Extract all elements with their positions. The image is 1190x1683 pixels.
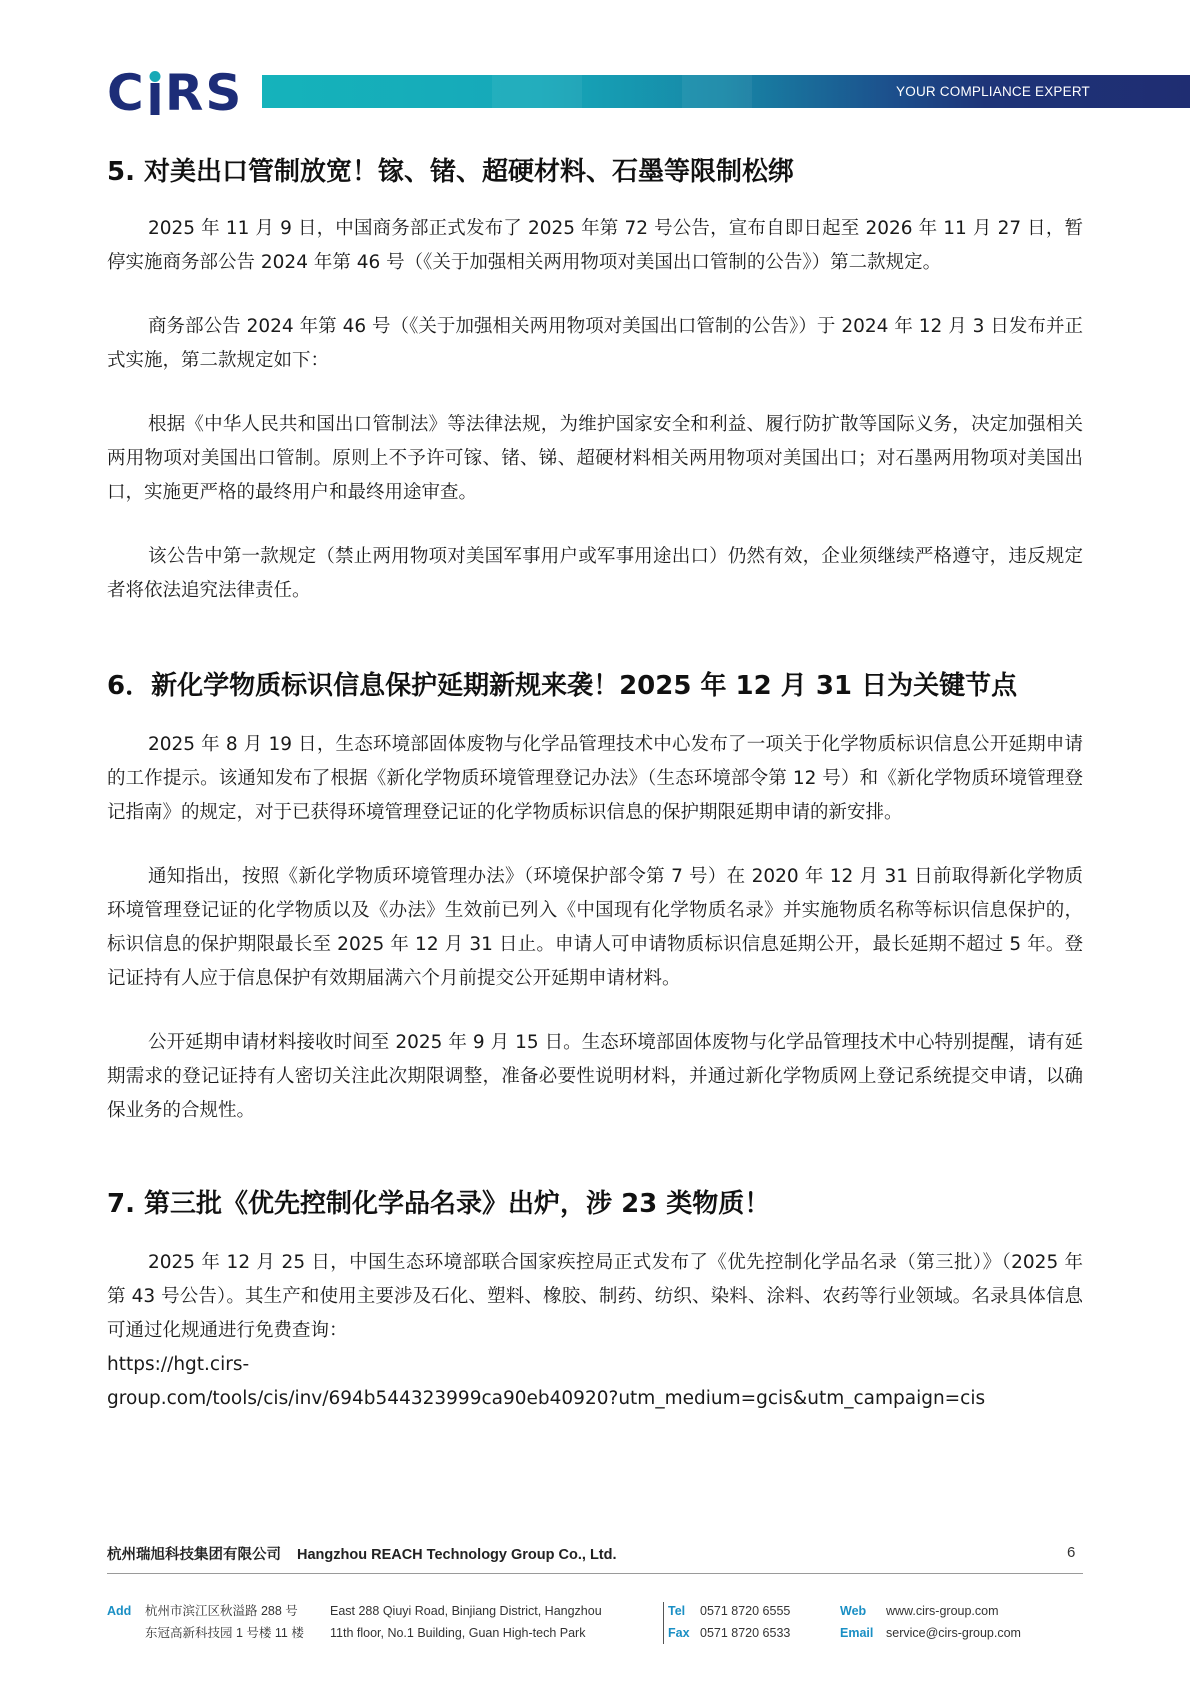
cis-link-line-2[interactable]: group.com/tools/cis/inv/694b544323999ca90eb40920?utm_medium=gcis&utm_campaign=cis bbox=[107, 1388, 986, 1409]
section-5-heading: 5. 对美出口管制放宽！镓、锗、超硬材料、石墨等限制松绑 bbox=[107, 157, 795, 187]
section-5-paragraph: 该公告中第一款规定（禁止两用物项对美国军事用户或军事用途出口）仍然有效，企业须继续严格遵守，违反规定者将依法追究法律责任。 bbox=[107, 546, 1083, 601]
cis-link-line-1[interactable]: https://hgt.cirs- bbox=[107, 1354, 250, 1375]
footer-web-labels bbox=[840, 1600, 873, 1644]
add-label: Add bbox=[107, 1604, 132, 1618]
tel-label: Tel bbox=[668, 1604, 686, 1618]
email-link[interactable]: service@cirs-group.com bbox=[886, 1626, 1021, 1640]
tel-number: 0571 8720 6555 bbox=[700, 1604, 791, 1618]
article-body bbox=[107, 140, 1083, 1416]
fax-label: Fax bbox=[668, 1626, 690, 1640]
page-header bbox=[0, 0, 1190, 130]
company-name-cn: 杭州瑞旭科技集团有限公司 bbox=[107, 1547, 281, 1563]
address-cn-line-1: 杭州市滨江区秋溢路 288 号 bbox=[145, 1604, 298, 1618]
section-6-heading: 6．新化学物质标识信息保护延期新规来袭！2025 年 12 月 31 日为关键节点 bbox=[107, 671, 1018, 701]
section-7-heading: 7. 第三批《优先控制化学品名录》出炉，涉 23 类物质！ bbox=[107, 1189, 771, 1219]
footer-divider bbox=[107, 1573, 1083, 1574]
logo-letters-rs: RS bbox=[164, 64, 244, 122]
cis-link-paragraph bbox=[107, 1348, 1083, 1416]
footer-vertical-rule bbox=[663, 1602, 664, 1644]
section-6-paragraph: 2025 年 8 月 19 日，生态环境部固体废物与化学品管理技术中心发布了一项关于化学物质标识信息公开延期申请的工作提示。该通知发布了根据《新化学物质环境管理登记办法》（生态环境部令第 12 号）和《新化学物质环境管理登记指南》的规定，对于已获得环境管理登记证的化学物质标识信息的保护期限延期申请的新安排。 bbox=[107, 734, 1083, 823]
address-cn-line-2: 东冠高新科技园 1 号楼 11 楼 bbox=[145, 1626, 304, 1640]
footer-company bbox=[107, 1543, 617, 1564]
footer-web-values bbox=[886, 1600, 1021, 1644]
address-en-line-2: 11th floor, No.1 Building, Guan High-tech Park bbox=[330, 1626, 586, 1640]
header-banner bbox=[262, 75, 1190, 108]
footer-address-en bbox=[330, 1600, 602, 1644]
page-number: 6 bbox=[1067, 1544, 1076, 1561]
section-5-paragraph: 商务部公告 2024 年第 46 号（《关于加强相关两用物项对美国出口管制的公告》）于 2024 年 12 月 3 日发布并正式实施，第二款规定如下： bbox=[107, 316, 1083, 371]
company-name-en: Hangzhou REACH Technology Group Co., Ltd. bbox=[297, 1547, 617, 1563]
tagline: YOUR COMPLIANCE EXPERT bbox=[896, 84, 1090, 99]
logo-letter-i bbox=[146, 68, 165, 118]
section-6-paragraph: 通知指出，按照《新化学物质环境管理办法》（环境保护部令第 7 号）在 2020 年 12 月 31 日前取得新化学物质环境管理登记证的化学物质以及《办法》生效前已列入《中国现有化学物质名录》并实施物质名称等标识信息保护的，标识信息的保护期限最长至 2025 年 12 月 31 日止。申请人可申请物质标识信息延期公开，最长延期不超过 5 年。登记证持有人应于信息保护有效期届满六个月前提交公开延期申请材料。 bbox=[107, 866, 1083, 989]
logo-dot-icon bbox=[150, 71, 161, 82]
footer-address-cn bbox=[145, 1600, 304, 1644]
address-en-line-1: East 288 Qiuyi Road, Binjiang District, Hangzhou bbox=[330, 1604, 602, 1618]
website-link[interactable]: www.cirs-group.com bbox=[886, 1604, 999, 1618]
fax-number: 0571 8720 6533 bbox=[700, 1626, 791, 1640]
web-label: Web bbox=[840, 1604, 867, 1618]
section-5-paragraph: 根据《中华人民共和国出口管制法》等法律法规，为维护国家安全和利益、履行防扩散等国际义务，决定加强相关两用物项对美国出口管制。原则上不予许可镓、锗、锑、超硬材料相关两用物项对美国出口；对石墨两用物项对美国出口，实施更严格的最终用户和最终用途审查。 bbox=[107, 414, 1083, 503]
footer-address-label bbox=[107, 1600, 131, 1622]
footer-phone-values bbox=[700, 1600, 790, 1644]
section-7-paragraph: 2025 年 12 月 25 日，中国生态环境部联合国家疾控局正式发布了《优先控制化学品名录（第三批）》（2025 年第 43 号公告）。其生产和使用主要涉及石化、塑料、橡胶、制药、纺织、染料、涂料、农药等行业领域。名录具体信息可通过化规通进行免费查询： bbox=[107, 1252, 1083, 1341]
section-5-paragraph: 2025 年 11 月 9 日，中国商务部正式发布了 2025 年第 72 号公告，宣布自即日起至 2026 年 11 月 27 日，暂停实施商务部公告 2024 年第 46 号（《关于加强相关两用物项对美国出口管制的公告》）第二款规定。 bbox=[107, 218, 1083, 273]
logo-letter-c: C bbox=[107, 64, 146, 122]
cirs-logo bbox=[107, 64, 244, 122]
footer-phone-labels bbox=[668, 1600, 690, 1644]
email-label: Email bbox=[840, 1626, 874, 1640]
section-6-paragraph: 公开延期申请材料接收时间至 2025 年 9 月 15 日。生态环境部固体废物与化学品管理技术中心特别提醒，请有延期需求的登记证持有人密切关注此次期限调整，准备必要性说明材料，并通过新化学物质网上登记系统提交申请，以确保业务的合规性。 bbox=[107, 1032, 1083, 1121]
